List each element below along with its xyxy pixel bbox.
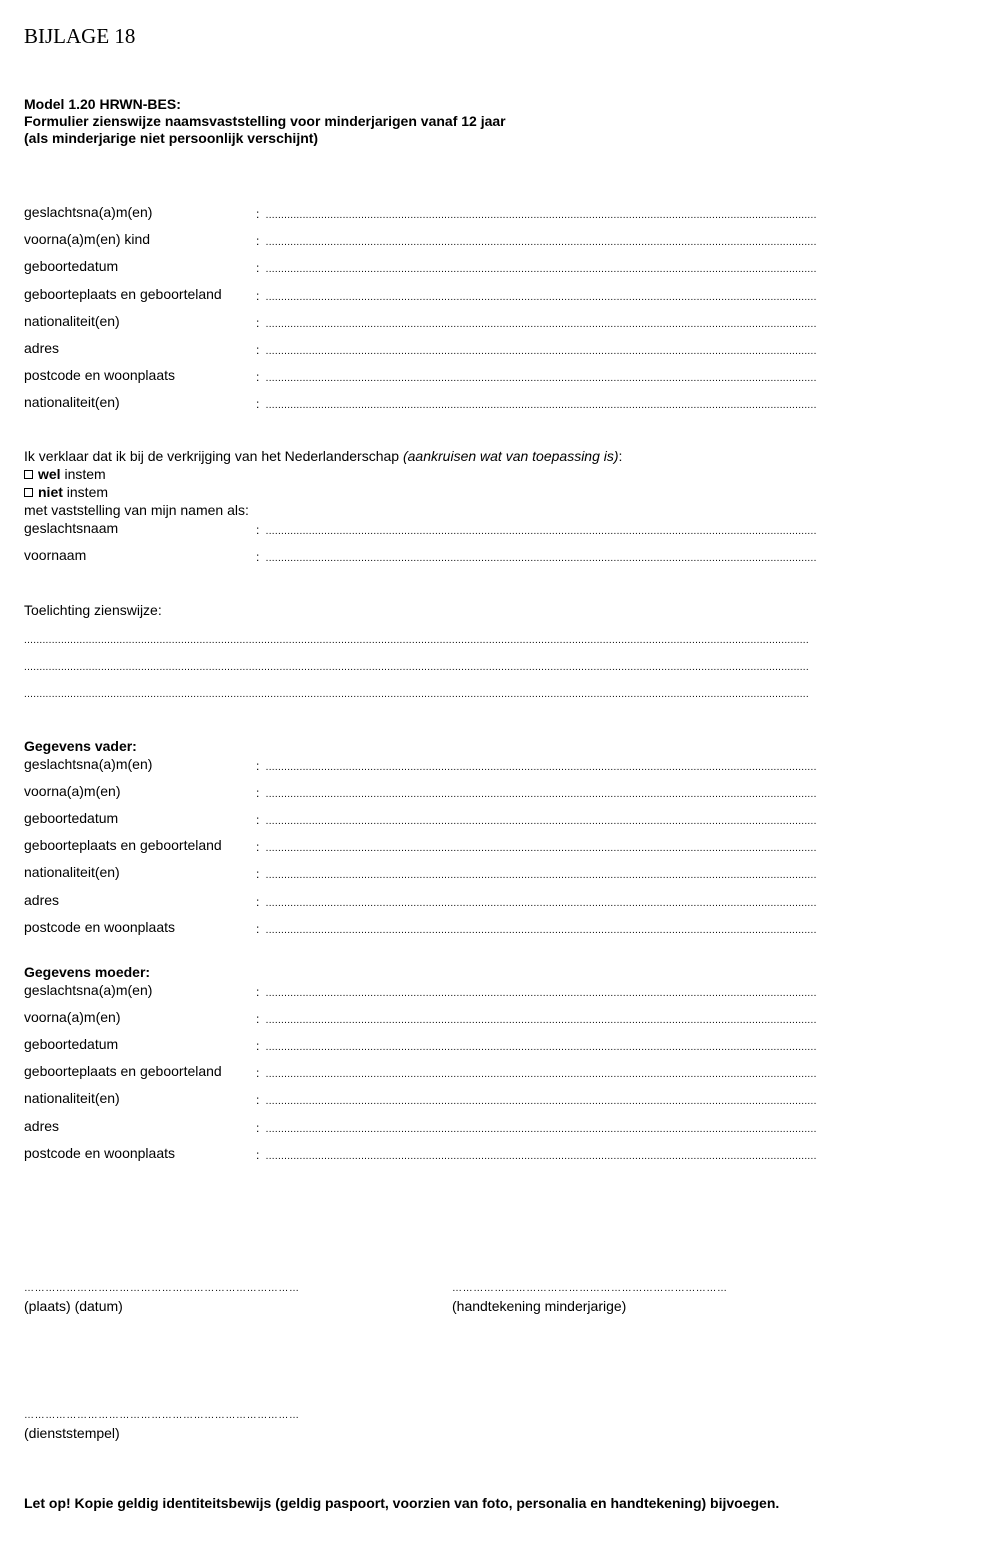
field-separator: : [256,207,260,221]
field-input-line[interactable] [256,1038,817,1054]
field-input-line[interactable] [256,984,817,1000]
field-label: geboortedatum [24,258,119,275]
field-input-line[interactable] [256,1092,817,1108]
field-input-line[interactable] [256,288,817,304]
field-separator: : [256,261,260,276]
declaration-intro: Ik verklaar dat ik bij de verkrijging van het Nederlanderschap (aankruisen wat van toepassing is): [24,448,623,464]
field-label: voorna(a)m(en) kind [24,231,151,248]
field-input-line[interactable] [256,1065,817,1081]
dotted-fill: ................................................................................................................................................................................... [265,1069,817,1081]
field-input-line[interactable] [256,369,817,385]
father-section-title: Gegevens vader: [24,738,137,754]
field-separator: : [256,1120,260,1135]
field-label: adres [24,1117,60,1134]
dotted-fill: ................................................................................................................................................................................... [265,1042,817,1054]
field-separator: : [256,840,260,855]
explanation-line[interactable]: ............................................................................................................................................................................................................................................................... [24,689,809,700]
field-input-line[interactable] [256,396,817,412]
field-input-line[interactable] [256,921,817,937]
attention-note: Let op! Kopie geldig identiteitsbewijs (geldig paspoort, voorzien van foto, personalia en handtekening) bijvoegen. [24,1495,780,1511]
field-input-line[interactable] [256,758,817,774]
dotted-fill: ................................................................................................................................................................................... [265,553,817,564]
field-label: nationaliteit(en) [24,1090,120,1107]
field-input-line[interactable] [256,549,817,565]
field-separator: : [256,813,260,828]
field-separator: : [256,786,260,801]
field-separator: : [256,370,260,385]
checkbox-icon[interactable] [24,470,33,479]
field-input-line[interactable] [256,233,817,249]
declaration-instruction: (aankruisen wat van toepassing is) [402,448,619,464]
field-separator: : [256,921,260,936]
field-input-line[interactable] [256,839,817,855]
field-label: geslachtsnaam [24,520,119,536]
field-separator: : [256,550,260,564]
dotted-fill: ................................................................................................................................................................................... [265,264,817,276]
field-separator: : [256,234,260,249]
field-input-line[interactable] [256,1147,817,1163]
place-date-caption: (plaats) (datum) [24,1298,123,1314]
service-stamp-caption: (dienststempel) [24,1425,120,1441]
field-input-line[interactable] [256,315,817,331]
mother-section-title: Gegevens moeder: [24,964,151,980]
field-separator: : [256,867,260,882]
minor-signature-line[interactable]: …………………………………………………………………… [452,1283,728,1294]
field-label: geboorteplaats en geboorteland [24,837,222,854]
field-label: geboortedatum [24,810,119,827]
field-label: geboorteplaats en geboorteland [24,285,222,302]
dotted-fill: ................................................................................................................................................................................... [265,897,817,909]
field-separator: : [256,985,260,999]
field-input-line[interactable] [256,866,817,882]
service-stamp-line[interactable]: …………………………………………………………………… [24,1410,300,1421]
dotted-fill: ................................................................................................................................................................................... [265,1123,817,1135]
field-separator: : [256,1147,260,1162]
minor-signature-caption: (handtekening minderjarige) [452,1298,627,1314]
field-separator: : [256,1093,260,1108]
field-label: voornaam [24,547,87,563]
dotted-fill: ................................................................................................................................................................................... [265,870,817,882]
field-separator: : [256,759,260,773]
declaration-after: met vaststelling van mijn namen als: [24,502,249,518]
field-input-line[interactable] [256,785,817,801]
explanation-line[interactable]: ............................................................................................................................................................................................................................................................... [24,635,809,646]
field-separator: : [256,343,260,357]
field-input-line[interactable] [256,260,817,276]
field-separator: : [256,1012,260,1027]
field-input-line[interactable] [256,812,817,828]
form-model-number: Model 1.20 HRWN-BES: [24,96,181,112]
dotted-fill: ................................................................................................................................................................................... [265,291,817,303]
field-label: voorna(a)m(en) [24,1009,121,1026]
place-date-line[interactable]: …………………………………………………………………… [24,1283,300,1294]
option-niet[interactable]: niet instem [24,484,108,501]
dotted-fill: ................................................................................................................................................................................... [265,373,817,385]
dotted-fill: ................................................................................................................................................................................... [265,526,817,537]
field-label: geslachtsna(a)m(en) [24,982,153,998]
dotted-fill: ................................................................................................................................................................................... [265,762,817,773]
field-label: geslachtsna(a)m(en) [24,204,153,220]
field-input-line[interactable] [256,522,817,538]
dotted-fill: ................................................................................................................................................................................... [265,210,817,221]
field-separator: : [256,397,260,412]
dotted-fill: ................................................................................................................................................................................... [265,1015,817,1027]
field-separator: : [256,315,260,330]
field-label: geboortedatum [24,1036,119,1053]
field-label: adres [24,340,60,356]
field-input-line[interactable] [256,1011,817,1027]
form-title: Formulier zienswijze naamsvaststelling voor minderjarigen vanaf 12 jaar [24,113,506,129]
dotted-fill: ................................................................................................................................................................................... [265,924,817,936]
field-separator: : [256,894,260,909]
dotted-fill: ................................................................................................................................................................................... [265,346,817,357]
dotted-fill: ................................................................................................................................................................................... [265,237,817,249]
explanation-label: Toelichting zienswijze: [24,602,162,618]
field-label: postcode en woonplaats [24,367,175,384]
field-separator: : [256,523,260,537]
field-label: adres [24,891,60,908]
dotted-fill: ................................................................................................................................................................................... [265,816,817,828]
appendix-title: BIJLAGE 18 [24,24,136,48]
dotted-fill: ................................................................................................................................................................................... [265,318,817,330]
form-subtitle: (als minderjarige niet persoonlijk verschijnt) [24,130,319,146]
dotted-fill: ................................................................................................................................................................................... [265,988,817,999]
dotted-fill: ................................................................................................................................................................................... [265,789,817,801]
dotted-fill: ................................................................................................................................................................................... [265,1096,817,1108]
field-separator: : [256,1066,260,1081]
form-heading [24,96,506,147]
field-separator: : [256,288,260,303]
field-label: nationaliteit(en) [24,864,120,881]
option-wel[interactable]: wel instem [24,466,106,483]
dotted-fill: ................................................................................................................................................................................... [265,400,817,412]
field-input-line[interactable] [256,894,817,910]
field-label: postcode en woonplaats [24,1144,175,1161]
field-label: nationaliteit(en) [24,394,120,411]
field-input-line[interactable] [256,342,817,358]
dotted-fill: ................................................................................................................................................................................... [265,1150,817,1162]
field-label: geboorteplaats en geboorteland [24,1063,222,1080]
field-label: voorna(a)m(en) [24,783,121,800]
dotted-fill: ................................................................................................................................................................................... [265,843,817,855]
checkbox-icon[interactable] [24,488,33,497]
field-input-line[interactable] [256,206,817,222]
field-label: postcode en woonplaats [24,918,175,935]
field-label: geslachtsna(a)m(en) [24,756,153,772]
explanation-line[interactable]: ............................................................................................................................................................................................................................................................... [24,662,809,673]
field-label: nationaliteit(en) [24,312,120,329]
field-separator: : [256,1039,260,1054]
field-input-line[interactable] [256,1120,817,1136]
